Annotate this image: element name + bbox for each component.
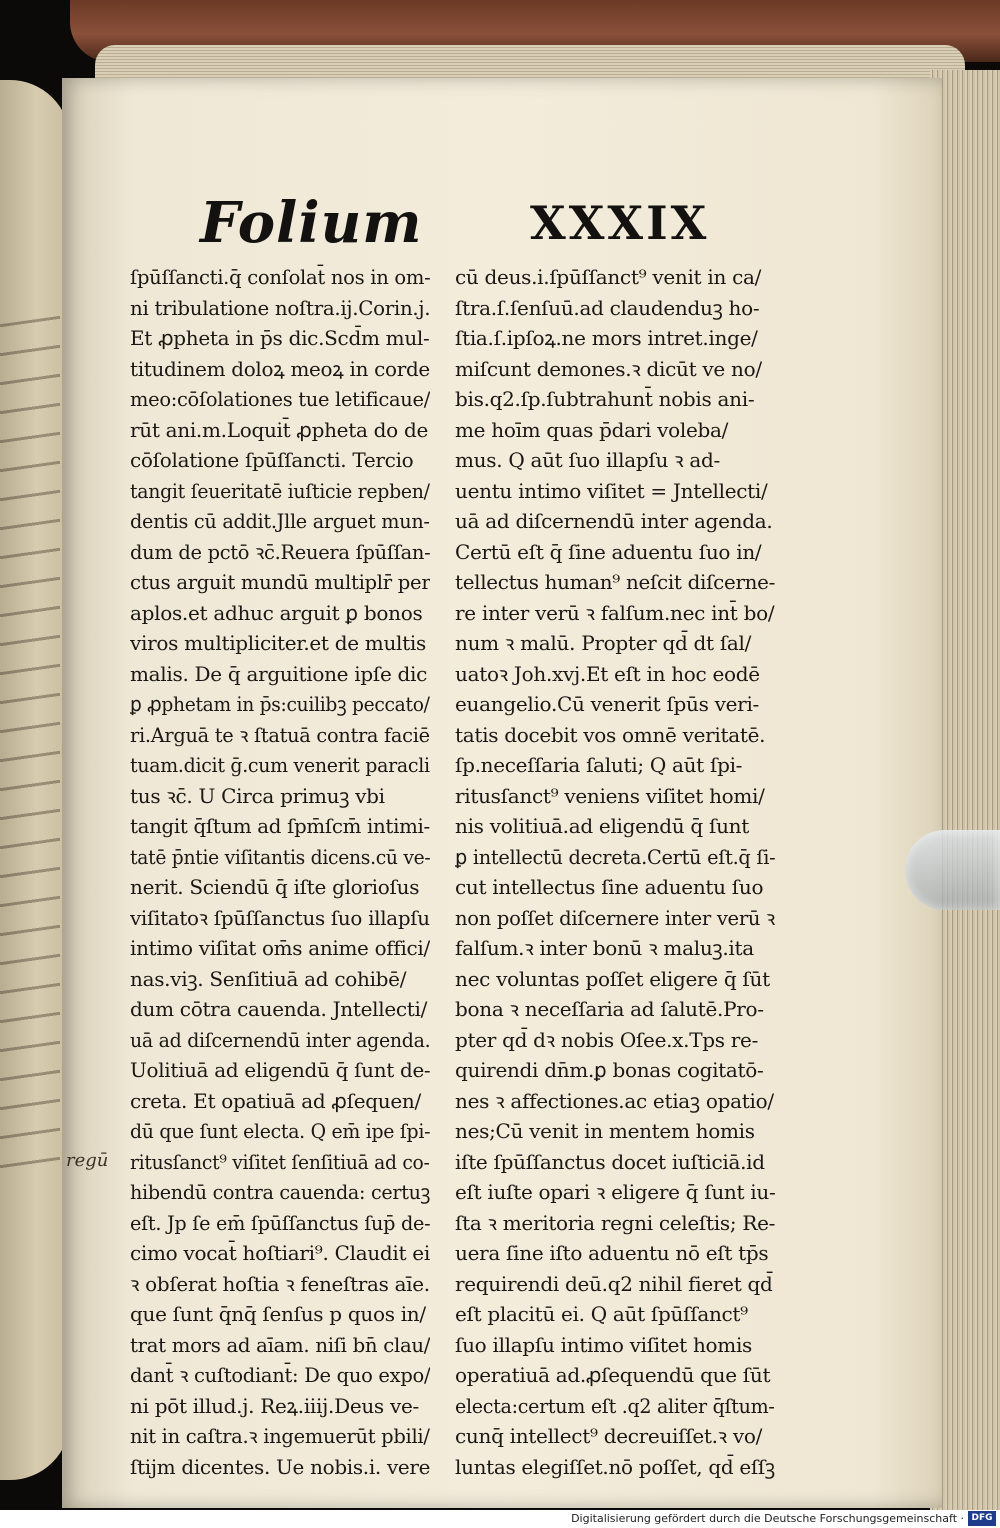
text-line: ritusſanct⁹ veniens viſitet homi/ [455,783,765,808]
text-line: falſum.ꝛ inter bonū ꝛ maluꝫ.ita [455,936,754,960]
text-line: mus. Q aūt ſuo illapſu ꝛ ad- [455,448,720,472]
text-line: euangelio.Cū venerit ſpūs veri- [455,692,760,716]
text-line: bis.q2.ſp.ſubtrahunt̄ nobis ani- [455,387,755,411]
text-line: ꝛ obſerat hoſtia ꝛ feneſtras aīe. [130,1271,430,1296]
text-line: uentu intimo viſitet = Jntellecti/ [455,478,768,503]
text-line: que ſunt q̄nq̄ ſenſus p quos in/ [130,1302,426,1326]
text-line: ſtia.ſ.ipſoꝝ.ne mors intret.inge/ [455,326,758,350]
text-line: eſt iuſte opari ꝛ eligere q̄ ſunt iu- [455,1180,775,1204]
text-line: titudinem doloꝝ meoꝝ in corde [130,356,430,381]
text-line: tatis docebit vos omnē veritatē. [455,722,766,747]
text-line: cimo vocat̄ hoſtiari⁹. Claudit ei [130,1241,430,1265]
text-line: nes;Cū venit in mentem homis [455,1119,755,1143]
footer-strip [0,1510,1000,1528]
text-line: ri.Arguā te ꝛ ſtatuā contra faciē [130,722,430,747]
text-line: viros multipliciter.et de multis [130,631,426,655]
text-line: tangit ſeueritatē iuſticie repben/ [130,478,430,503]
text-line: viſitatoꝛ ſpūſſanctus ſuo illapſu [130,905,430,930]
text-line: tus ꝛc̄. U Circa primuꝫ vbi [130,783,385,808]
text-line: num ꝛ malū. Propter qd̄ dt ſal/ [455,631,752,655]
text-line: uā ad diſcernendū inter agenda. [130,1027,430,1052]
text-line: dū que ſunt electa. Q em̄ ipe ſpi- [130,1119,430,1143]
text-line: ſtra.ſ.ſenſuū.ad claudenduꝫ ho- [455,295,760,320]
text-line: meo:cōſolationes tue letificaue/ [130,387,430,411]
running-head-title: Folium [200,190,423,256]
text-line: ſpūſſancti.q̄ conſolat̄ nos in om- [130,265,430,289]
text-line: cut intellectus ſine aduentu ſuo [455,875,764,899]
text-line: pter qd̄ dꝛ nobis Oſee.x.Tps re- [455,1027,759,1052]
text-line: luntas elegiſſet.nō poſſet, qd̄ eſſꝫ [455,1454,775,1479]
text-line: eſt placitū ei. Q aūt ſpūſſanct⁹ [455,1302,748,1326]
dfg-logo: DFG [968,1511,996,1526]
text-line: ſtijm dicentes. Ue nobis.i. vere [130,1454,430,1479]
text-line: ꝑ ꝓphetam in p̄s:cuilibꝫ peccato/ [130,692,430,716]
text-line: nis volitiuā.ad eligendū q̄ ſunt [455,814,749,838]
text-line: aplos.et adhuc arguit ꝑ bonos [130,600,423,625]
text-line: ni pōt illud.j. Reꝝ.iiij.Deus ve- [130,1393,419,1418]
text-column-left [130,262,430,1482]
text-line: nit in caſtra.ꝛ ingemuerūt pbili/ [130,1424,430,1448]
text-line: re inter verū ꝛ falſum.nec int̄ bo/ [455,600,775,625]
text-line: ſp.neceſſaria ſaluti; Q aūt ſpi- [455,753,743,777]
text-line: uā ad diſcernendū inter agenda. [455,509,773,533]
text-line: hibendū contra cauenda: certuꝫ [130,1180,430,1204]
text-line: malis. De q̄ arguitione ipſe dic [130,661,428,686]
text-line: uatoꝛ Joh.xvj.Et eſt in hoc eodē [455,661,760,686]
text-line: non poſſet diſcernere inter verū ꝛ [455,905,775,930]
text-line: rūt ani.m.Loquit̄ ꝓpheta do de [130,417,428,442]
text-line: miſcunt demones.ꝛ dicūt ve no/ [455,356,762,381]
text-line: eſt. Jp ſe em̄ ſpūſſanctus ſup̄ de- [130,1210,430,1235]
text-line: ritusſanct⁹ viſitet ſenſitiuā ad co- [130,1149,430,1174]
text-column-right [455,262,775,1482]
text-line: dum de pctō ꝛc̄.Reuera ſpūſſan- [130,539,430,564]
text-line: Et ꝓpheta in p̄s dic.Scd̄m mul- [130,326,430,350]
text-line: iſte ſpūſſanctus docet iuſticiā.id [455,1149,765,1174]
text-line: ſta ꝛ meritoria regni celeſtis; Re- [455,1210,775,1235]
text-line: bona ꝛ neceſſaria ad ſalutē.Pro- [455,997,764,1021]
text-line: cū deus.i.ſpūſſanct⁹ venit in ca/ [455,265,762,289]
text-line: dum cōtra cauenda. Jntellecti/ [130,997,428,1021]
text-line: ni tribulatione noſtra.ij.Corin.j. [130,295,430,320]
text-line: dentis cū addit.Jlle arguet mun- [130,509,430,533]
text-line: electa:certum eſt .q2 aliter q̄ſtum- [455,1393,775,1418]
text-line: ctus arguit mundū multiplr̄ per [130,570,430,594]
text-line: Certū eſt q̄ ſine aduentu ſuo in/ [455,539,762,564]
credit-text: Digitalisierung gefördert durch die Deutsche Forschungsgemeinschaft · [571,1512,964,1525]
facing-page-text-lines [0,316,60,1184]
text-line: ꝑ intellectū decreta.Certū eſt.q̄ ſi- [455,844,775,869]
running-head [200,190,720,260]
text-line: nec voluntas poſſet eligere q̄ ſūt [455,966,770,991]
folio-number: XXXIX [530,196,710,250]
text-line: ſuo illapſu intimo viſitet homis [455,1332,753,1357]
text-line: dant̄ ꝛ cuſtodiant̄: De quo expo/ [130,1363,430,1387]
text-line: nes ꝛ affectiones.ac etiaꝫ opatio/ [455,1088,774,1113]
text-line: requirendi deū.q2 nihil fieret qd̄ [455,1271,773,1296]
text-line: operatiuā ad.ꝓſequendū que ſūt [455,1363,771,1387]
text-line: tuam.dicit ḡ.cum venerit paracli [130,753,430,777]
text-line: trat mors ad aīam. niſi bn̄ clau/ [130,1332,430,1357]
text-line: me hoīm quas p̄dari voleba/ [455,417,729,442]
text-line: tangit q̄ſtum ad ſpm̄ſcm̄ intimi- [130,814,430,838]
text-line: nas.viꝫ. Senſitiuā ad cohibē/ [130,966,407,991]
text-line: quirendi dn̄m.ꝑ bonas cogitatō- [455,1058,764,1082]
text-line: cunq̄ intellect⁹ decreuiſſet.ꝛ vo/ [455,1424,763,1448]
text-line: creta. Et opatiuā ad ꝓſequen/ [130,1088,421,1113]
text-line: tellectus human⁹ neſcit diſcerne- [455,570,775,594]
marginal-note: regū [66,1150,109,1171]
facing-page-left [0,80,70,1480]
text-line: Uolitiuā ad eligendū q̄ ſunt de- [130,1058,430,1082]
text-line: uera ſine iſto aduentu nō eſt tp̄s [455,1241,769,1265]
text-line: intimo viſitat om̄s anime offici/ [130,936,430,960]
page-clip [905,830,1000,910]
text-line: cōſolatione ſpūſſancti. Tercio [130,448,414,472]
text-line: nerit. Sciendū q̄ iſte glorioſus [130,875,420,899]
text-line: tatē p̄ntie viſitantis dicens.cū ve- [130,844,430,869]
